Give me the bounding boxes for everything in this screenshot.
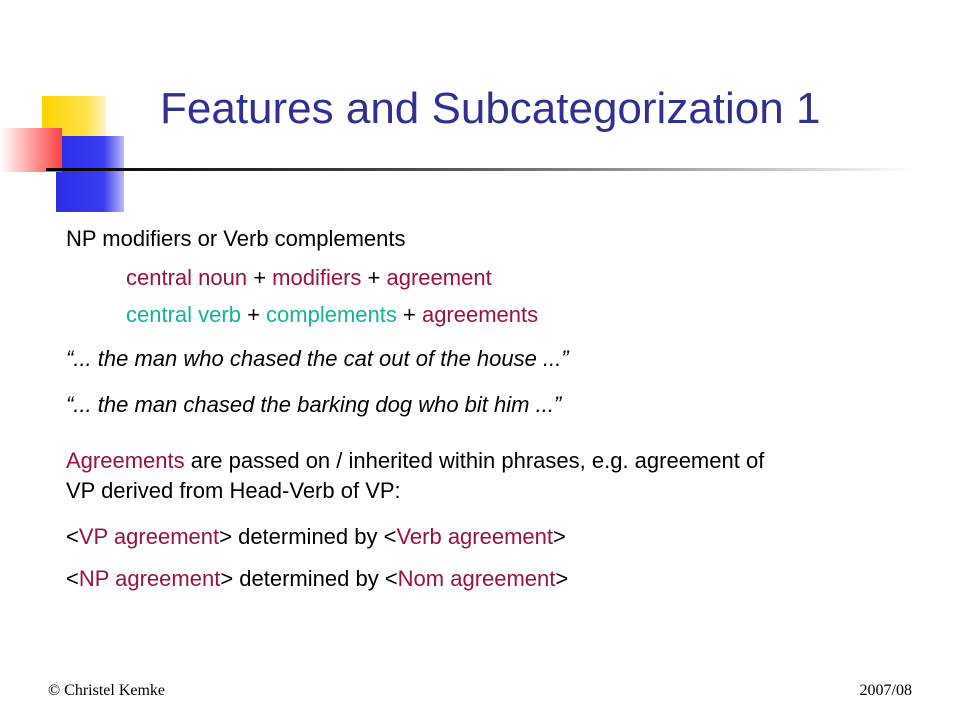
line-text: NP modifiers or Verb complements	[66, 226, 406, 251]
angle-close: >	[219, 524, 232, 549]
angle-close: >	[220, 566, 234, 591]
footer-year: 2007/08	[859, 682, 912, 699]
line-vp-derived: VP derived from Head-Verb of VP:	[66, 478, 401, 503]
angle-close: >	[553, 524, 566, 549]
agreements-keyword: Agreements	[66, 448, 185, 473]
determined-by-text: determined by <	[233, 566, 398, 591]
modifiers-text: modifiers	[272, 265, 362, 290]
plus-sign: +	[247, 265, 273, 290]
vp-agreement-text: VP agreement	[78, 524, 220, 549]
angle-open: <	[66, 524, 79, 549]
np-agreement-text: NP agreement	[78, 566, 221, 591]
decorative-red-bar	[0, 128, 62, 172]
line-central-verb	[126, 302, 538, 328]
plus-sign: +	[396, 302, 422, 327]
example-sentence-2: “... the man chased the barking dog who bit him ...”	[66, 392, 562, 417]
plus-sign: +	[361, 265, 387, 290]
line-vp-agreement	[66, 524, 566, 550]
line-agreements-passed	[66, 448, 764, 474]
plus-sign: +	[240, 302, 267, 327]
line-np-modifiers	[66, 226, 406, 252]
line-central-noun	[126, 265, 492, 291]
central-noun-text: central noun	[126, 265, 248, 290]
angle-open: <	[66, 566, 79, 591]
example-sentence-1: “... the man who chased the cat out of the house ...”	[66, 346, 569, 371]
determined-by-text: determined by <	[231, 524, 397, 549]
agreement-text: agreement	[386, 265, 492, 290]
complements-text: complements	[266, 302, 397, 327]
slide-title: Features and Subcategorization 1	[160, 84, 821, 133]
angle-close: >	[555, 566, 569, 591]
line-np-agreement	[66, 566, 568, 592]
footer-copyright: © Christel Kemke	[48, 682, 166, 699]
decorative-blue-square	[56, 136, 124, 212]
line-text: are passed on / inherited within phrases, e.g. agreement of	[184, 448, 765, 473]
agreements-text: agreements	[421, 302, 539, 327]
nom-agreement-text: Nom agreement	[397, 566, 556, 591]
verb-agreement-text: Verb agreement	[396, 524, 553, 549]
central-verb-text: central verb	[126, 302, 241, 327]
title-underline	[46, 168, 916, 171]
